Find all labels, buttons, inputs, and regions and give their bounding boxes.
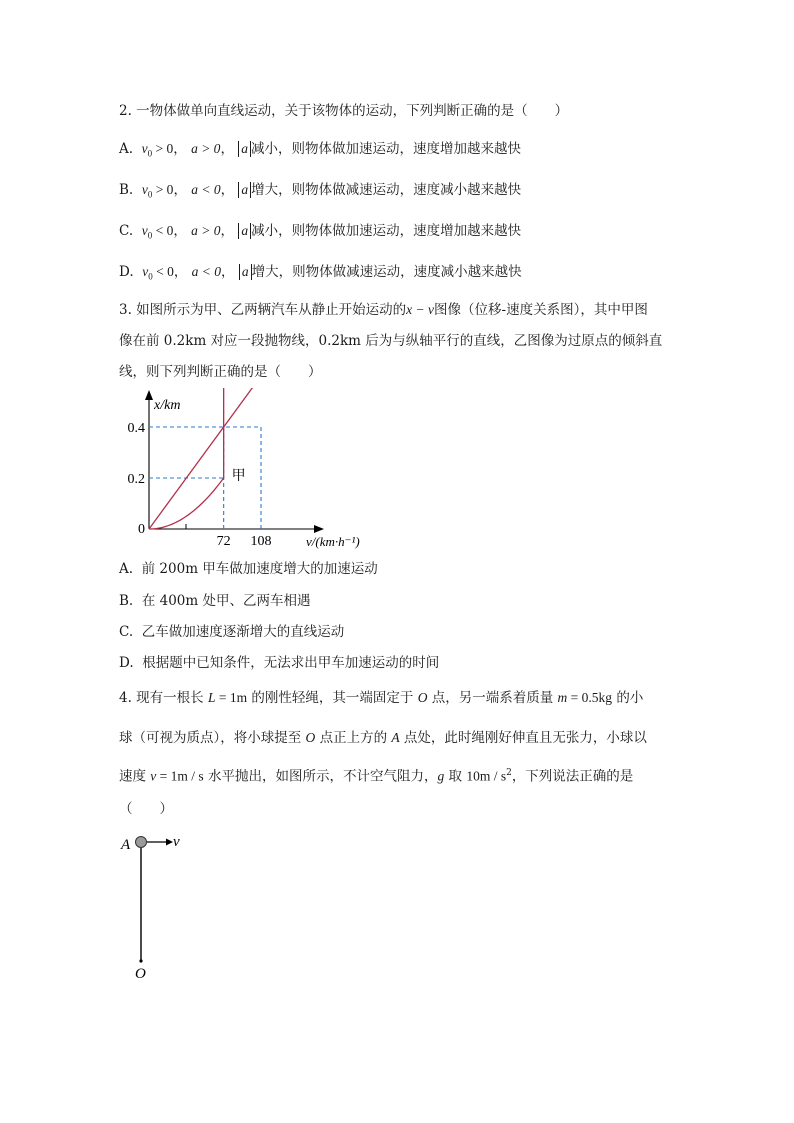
point-o-label: O — [135, 966, 146, 982]
option-letter: B. — [119, 182, 134, 198]
x-axis-label: v/(km·h⁻¹) — [306, 534, 360, 549]
q3-option-a: A. 前 200m 甲车做加速度增大的加速运动 — [119, 561, 378, 577]
ball — [136, 837, 147, 848]
y-axis-label: x/km — [154, 398, 181, 413]
q3-option-d: D. 根据题中已知条件，无法求出甲车加速运动的时间 — [119, 655, 440, 671]
y-tick-label: 0.2 — [127, 472, 145, 487]
option-letter: C. — [119, 223, 134, 239]
q3-stem-line3: 线，则下列判断正确的是（ ） — [119, 364, 322, 380]
series-labels — [232, 388, 281, 484]
q4-stem-line3: 速度 v = 1m / s 水平抛出，如图所示，不计空气阻力，g 取 $10m / s^2$，下列说法正确的是 — [119, 768, 634, 785]
velocity-arrowhead — [166, 839, 173, 846]
series-jia-label: 甲 — [231, 469, 246, 484]
xv-graph — [118, 388, 388, 558]
velocity-label: v — [173, 834, 180, 850]
point-a-label: A — [121, 837, 131, 853]
q4-stem-line1: 4. 现有一根长 L = 1m 的刚性轻绳，其一端固定于 O 点，另一端系着质量 m = 0.5kg 的小 — [119, 690, 644, 706]
pivot-point — [139, 959, 142, 962]
y-axis-arrow — [145, 390, 153, 400]
x-tick-label: 72 — [216, 534, 231, 549]
q3-option-b: B. 在 400m 处甲、乙两车相遇 — [119, 593, 311, 609]
q3-stem-line1: 3. 如图所示为甲、乙两辆汽车从静止开始运动的x − v图像（位移-速度关系图），其中甲图 — [119, 302, 648, 318]
x-axis-arrow — [314, 525, 324, 533]
q2-option-d: D. $v_0 < 0$， a < 0， a 增大，则物体做减速运动，速度减小越来越快 — [119, 264, 522, 282]
x-tick-label: 108 — [250, 534, 272, 549]
y-tick-label: 0 — [138, 522, 145, 537]
q2-option-a: A. $v_0 > 0$， a > 0， a 减小，则物体做加速运动，速度增加越来越快 — [119, 141, 521, 159]
q2-option-c: C. $v_0 < 0$， a > 0， a 减小，则物体做加速运动，速度增加越来越快 — [119, 223, 522, 241]
option-letter: A. — [119, 141, 134, 157]
q2-stem: 2. 一物体做单向直线运动，关于该物体的运动，下列判断正确的是（ ） — [119, 103, 569, 119]
pendulum-figure — [112, 826, 202, 986]
q4-stem-line4: （ ） — [119, 801, 173, 817]
q2-option-b: B. $v_0 > 0$， a < 0， a 增大，则物体做减速运动，速度减小越来越快 — [119, 182, 522, 200]
y-tick-label: 0.4 — [127, 421, 145, 436]
q3-option-c: C. 乙车做加速度逐渐增大的直线运动 — [119, 624, 345, 640]
q3-stem-line2: 像在前 0.2km 对应一段抛物线，0.2km 后为与纵轴平行的直线，乙图像为过原点的倾斜直 — [119, 333, 663, 349]
option-letter: D. — [119, 264, 134, 280]
q4-stem-line2: 球（可视为质点），将小球提至 O 点正上方的 A 点处，此时绳刚好伸直且无张力，小球以 — [119, 730, 647, 746]
